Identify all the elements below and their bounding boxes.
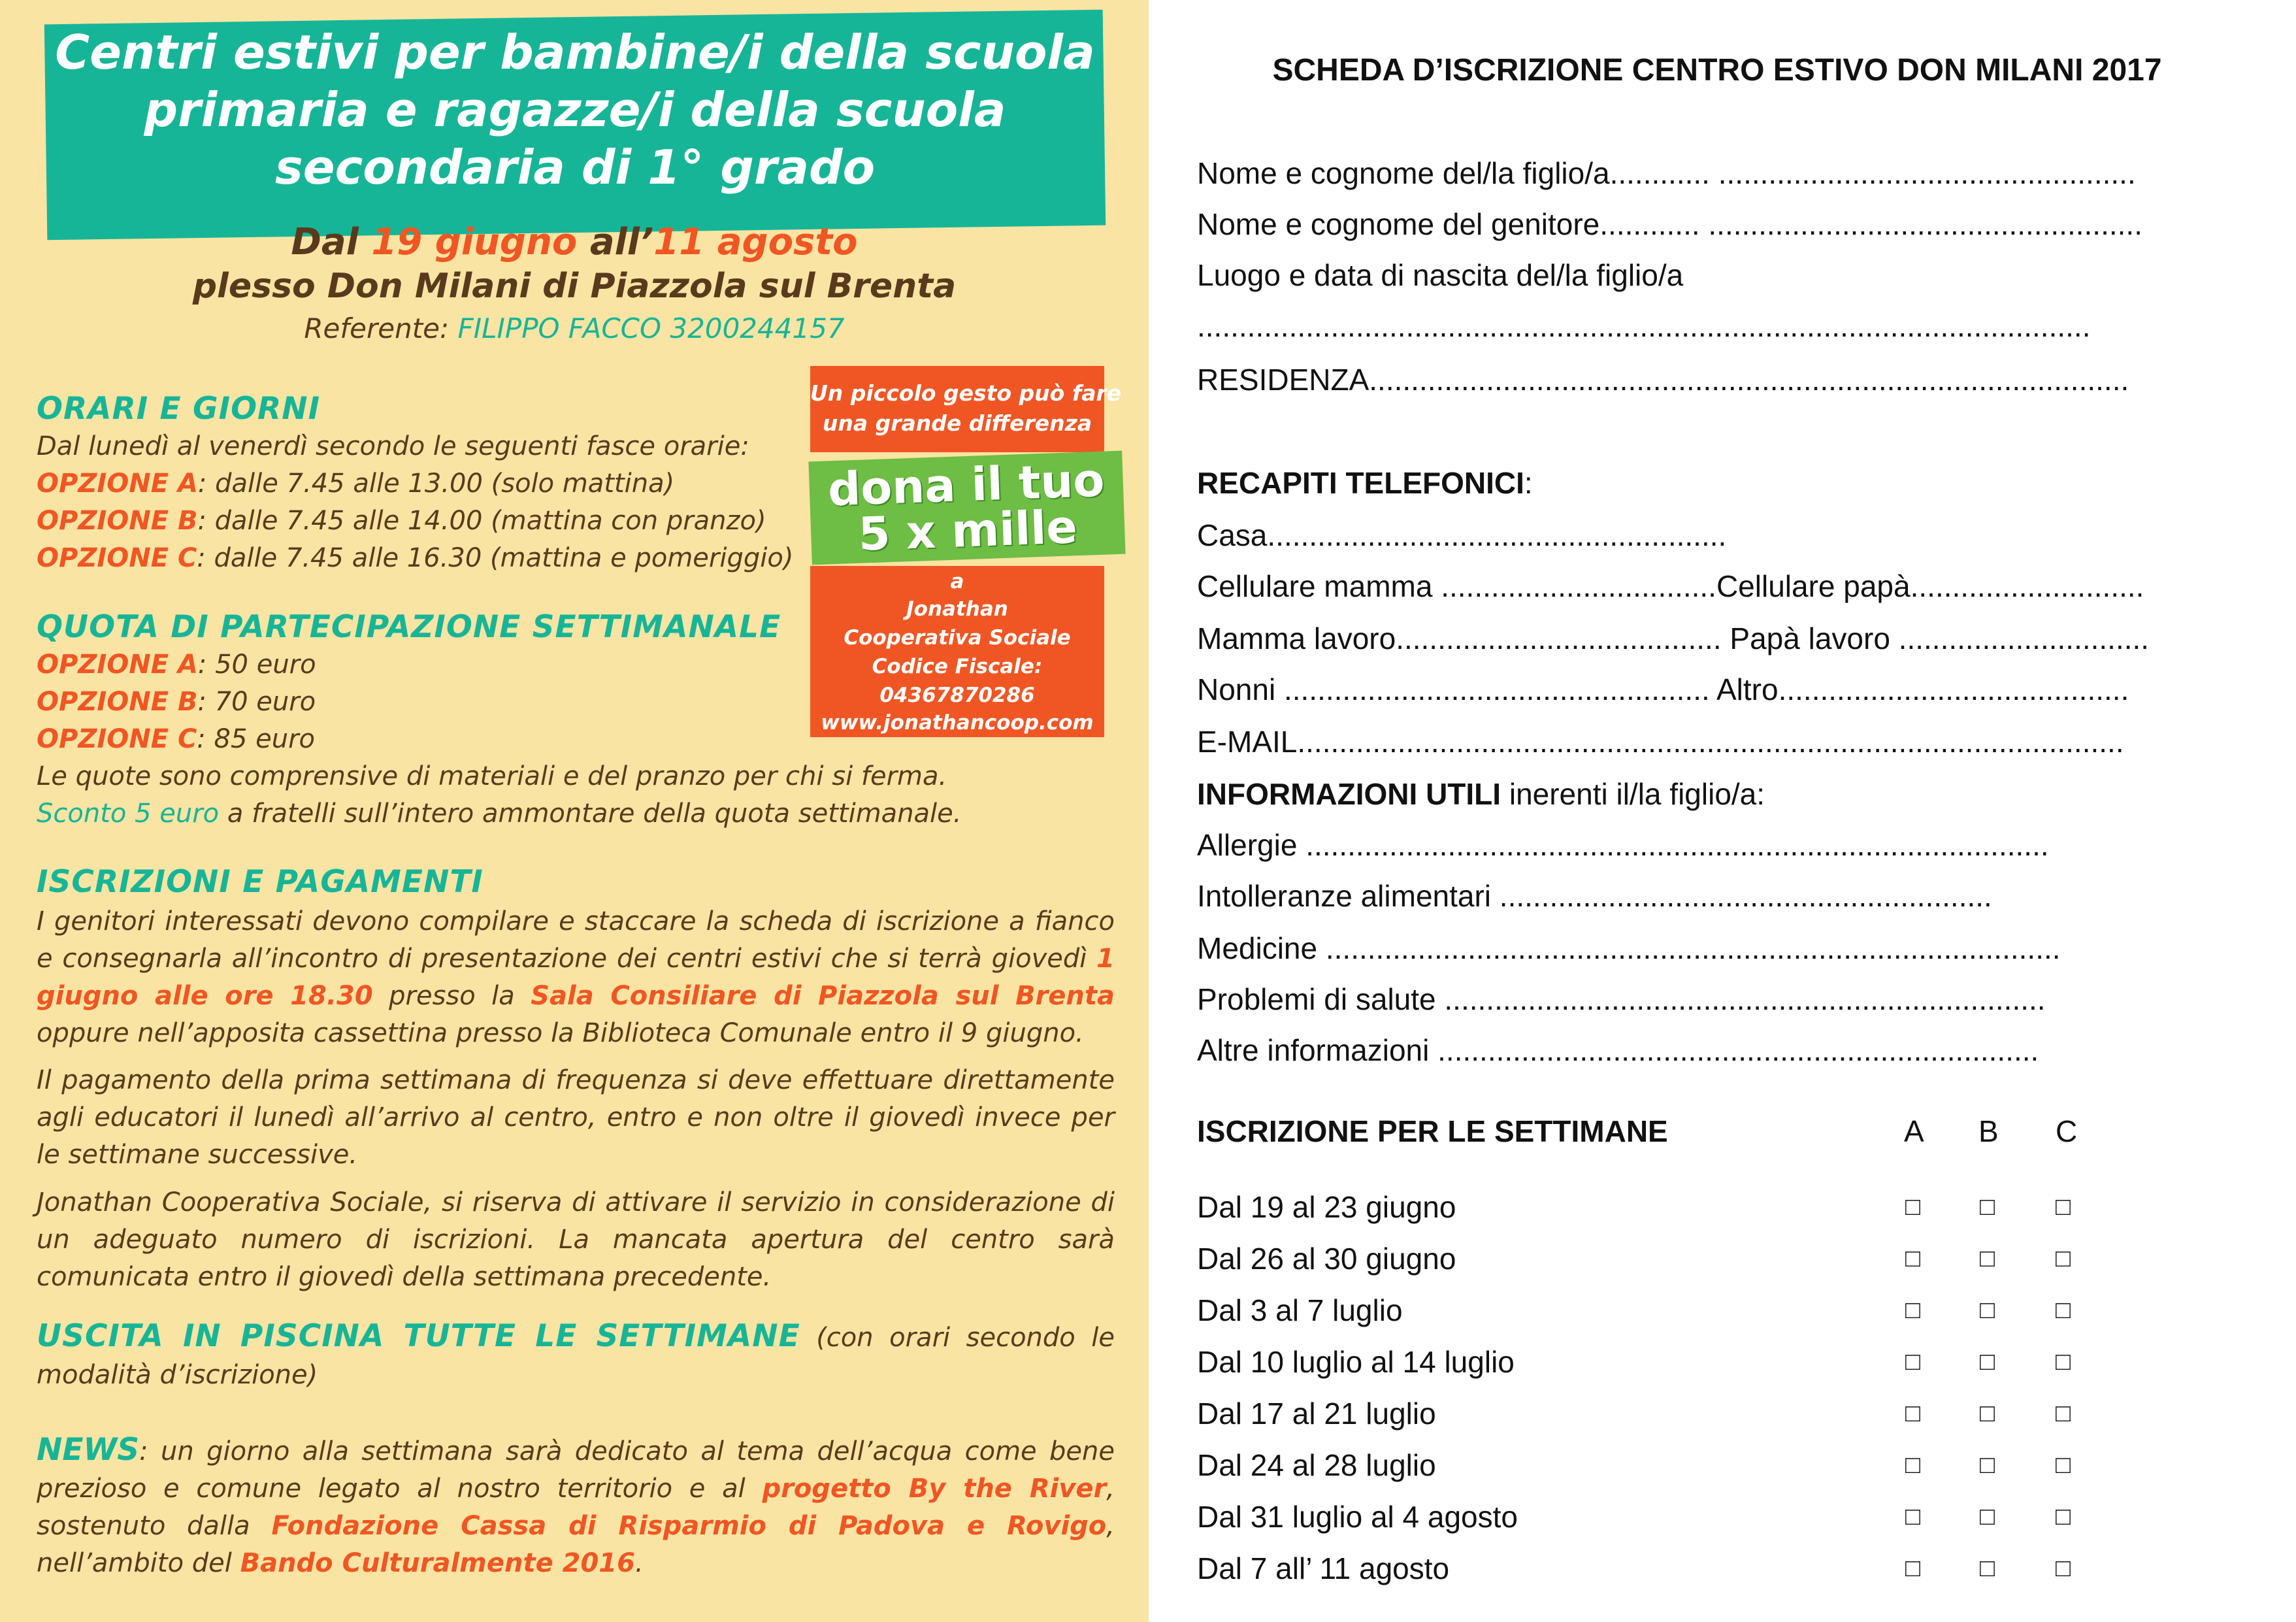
option-text: : 85 euro — [197, 724, 315, 754]
schedule-intro: Dal lunedì al venerdì secondo le seguenti fasce orarie: — [37, 431, 749, 461]
week-checkbox-a[interactable]: □ — [1905, 1193, 1920, 1221]
week-checkbox-a[interactable]: □ — [1905, 1503, 1920, 1531]
medicine-field[interactable]: Medicine ........................................................................................ — [1197, 931, 2061, 965]
option-text: : dalle 7.45 alle 13.00 (solo mattina) — [197, 469, 675, 499]
week-checkbox-b[interactable]: □ — [1980, 1297, 1995, 1324]
meeting-place: Sala Consiliare di Piazzola sul Brenta — [531, 981, 1115, 1011]
week-label: Dal 26 al 30 giugno — [1197, 1242, 1456, 1276]
option-label: OPZIONE C — [37, 724, 197, 754]
schedule-option-c — [37, 543, 793, 573]
option-text: : dalle 7.45 alle 14.00 (mattina con pranzo) — [197, 506, 766, 536]
other-info-field[interactable]: Altre informazioni ........................................................................ — [1197, 1033, 2039, 1067]
column-a-header: A — [1904, 1114, 1924, 1148]
week-checkbox-b[interactable]: □ — [1980, 1451, 1995, 1479]
week-checkbox-a[interactable]: □ — [1905, 1555, 1920, 1582]
week-checkbox-b[interactable]: □ — [1980, 1193, 1995, 1221]
phones-title: RECAPITI TELEFONICI — [1197, 466, 1524, 500]
week-checkbox-c[interactable]: □ — [2056, 1348, 2071, 1376]
week-checkbox-b[interactable]: □ — [1980, 1400, 1995, 1427]
home-phone-field[interactable]: Casa....................................................... — [1197, 518, 1727, 552]
enrollment-form — [1149, 0, 2296, 1622]
schedule-title: ORARI E GIORNI — [37, 391, 321, 427]
week-checkbox-a[interactable]: □ — [1905, 1245, 1920, 1272]
week-checkbox-c[interactable]: □ — [2056, 1193, 2071, 1221]
week-label: Dal 17 al 21 luglio — [1197, 1397, 1436, 1431]
text-run: , nell’ambito del — [37, 1511, 1115, 1578]
text-run: , sostenuto dalla — [37, 1474, 1115, 1541]
donation-slogan-2: una grande differenza — [822, 410, 1092, 436]
dates-mid: all’ — [577, 221, 654, 263]
donation-slogan-box — [810, 366, 1122, 452]
phones-colon: : — [1524, 466, 1533, 500]
donation-line: Cooperativa Sociale — [844, 626, 1071, 650]
referent-label: Referente: — [304, 312, 458, 344]
week-checkbox-a[interactable]: □ — [1905, 1297, 1920, 1324]
week-checkbox-c[interactable]: □ — [2056, 1451, 2071, 1479]
pool-title: USCITA IN PISCINA TUTTE LE SETTIMANE — [37, 1318, 800, 1354]
fee-option-a — [37, 650, 316, 680]
fiscal-code: 04367870286 — [879, 684, 1035, 707]
donation-slogan-1: Un piccolo gesto può fare — [810, 380, 1122, 406]
fee-title: QUOTA DI PARTECIPAZIONE SETTIMANALE — [37, 609, 781, 645]
birth-field[interactable]: ........................................................................................................... — [1197, 309, 2091, 343]
option-text: : dalle 7.45 alle 16.30 (mattina e pomeriggio) — [197, 543, 794, 573]
start-date: 19 giugno — [371, 221, 578, 263]
donation-recipient-box — [810, 566, 1104, 737]
schedule-option-a — [37, 469, 674, 499]
donation-5x1000-box — [808, 451, 1125, 565]
fee-option-c — [37, 724, 315, 754]
info-title: INFORMAZIONI UTILI — [1197, 777, 1501, 811]
option-label: OPZIONE B — [37, 506, 198, 536]
option-label: OPZIONE C — [37, 543, 197, 573]
cooperative-paragraph: Jonathan Cooperativa Sociale, si riserva di attivare il servizio in considerazione di un adeguato numero di iscrizioni. La mancata apertura del centro sarà comunicata entro il giovedì della settimana precedente. — [37, 1187, 1115, 1292]
week-checkbox-b[interactable]: □ — [1980, 1348, 1995, 1376]
end-date: 11 agosto — [653, 221, 858, 263]
dates-line — [0, 221, 1149, 263]
week-label: Dal 31 luglio al 4 agosto — [1197, 1500, 1518, 1534]
text-run: presso la — [372, 981, 531, 1011]
week-label: Dal 24 al 28 luglio — [1197, 1448, 1436, 1482]
health-field[interactable]: Problemi di salute ........................................................................ — [1197, 982, 2046, 1016]
option-text: : 70 euro — [197, 687, 316, 717]
week-label: Dal 10 luglio al 14 luglio — [1197, 1345, 1515, 1379]
text-run: I genitori interessati devono compilare e staccare la scheda di iscrizione a fianco e consegnarla all’incontro di presentazione dei centri estivi che si terrà giovedì — [37, 906, 1115, 974]
week-checkbox-c[interactable]: □ — [2056, 1297, 2071, 1324]
week-checkbox-a[interactable]: □ — [1905, 1348, 1920, 1376]
meeting-date: 1 giugno alle ore 18.30 — [37, 944, 1115, 1011]
discount-highlight: Sconto 5 euro — [37, 799, 220, 829]
news-paragraph — [37, 1431, 1115, 1582]
text-run: : un giorno alla settimana sarà dedicato al tema dell’acqua come bene prezioso e comune legato al nostro territorio e al — [37, 1436, 1115, 1504]
enrollment-paragraph — [37, 903, 1115, 1052]
week-label: Dal 7 all’ 11 agosto — [1197, 1551, 1450, 1585]
other-phones-field[interactable]: Nonni ................................................... Altro.......................................... — [1197, 672, 2129, 706]
info-heading — [1197, 776, 1765, 812]
allergies-field[interactable]: Allergie ......................................................................................... — [1197, 828, 2049, 862]
info-subtitle: inerenti il/la figlio/a: — [1501, 777, 1765, 811]
child-name-field[interactable]: Nome e cognome del/la figlio/a............ .................................................. — [1197, 156, 2136, 190]
foundation-name: Fondazione Cassa di Risparmio di Padova e Rovigo — [271, 1511, 1107, 1541]
news-label: NEWS — [37, 1432, 140, 1468]
option-text: : 50 euro — [197, 650, 316, 680]
phones-heading — [1197, 465, 1533, 501]
donation-headline-2: 5 x mille — [857, 500, 1079, 561]
fee-discount — [37, 799, 962, 829]
week-checkbox-a[interactable]: □ — [1905, 1451, 1920, 1479]
donation-line: a — [950, 570, 964, 593]
week-checkbox-c[interactable]: □ — [2056, 1555, 2071, 1582]
week-checkbox-b[interactable]: □ — [1980, 1555, 1995, 1582]
intolerances-field[interactable]: Intolleranze alimentari ........................................................... — [1197, 879, 1992, 913]
venue: plesso Don Milani di Piazzola sul Brenta — [192, 267, 957, 306]
text-run: . — [634, 1548, 644, 1578]
weeks-title: ISCRIZIONE PER LE SETTIMANE — [1197, 1114, 1668, 1148]
email-field[interactable]: E-MAIL................................................................................................... — [1197, 725, 2124, 759]
banner-title — [46, 24, 1104, 196]
website: www.jonathancoop.com — [821, 711, 1094, 735]
week-checkbox-c[interactable]: □ — [2056, 1400, 2071, 1427]
week-checkbox-a[interactable]: □ — [1905, 1400, 1920, 1427]
mobile-phones-field[interactable]: Cellulare mamma .................................Cellulare papà............................ — [1197, 569, 2144, 603]
week-label: Dal 19 al 23 giugno — [1197, 1190, 1456, 1224]
option-label: OPZIONE A — [37, 469, 198, 499]
text-run: oppure nell’apposita cassettina presso la Biblioteca Comunale entro il 9 giugno. — [37, 1018, 1084, 1048]
week-checkbox-c[interactable]: □ — [2056, 1245, 2071, 1272]
referent — [0, 312, 1149, 344]
fee-note: Le quote sono comprensive di materiali e del pranzo per chi si ferma. — [37, 761, 947, 791]
payment-paragraph: Il pagamento della prima settimana di frequenza si deve effettuare direttamente agli educatori il lunedì all’arrivo al centro, entro e non oltre il giovedì invece per le settimane successive. — [37, 1065, 1115, 1170]
call-name: Bando Culturalmente 2016 — [240, 1548, 635, 1578]
parent-name-field[interactable]: Nome e cognome del genitore............ .................................................... — [1197, 207, 2142, 241]
banner-line-1: Centri estivi per bambine/i della scuola — [55, 25, 1095, 80]
column-b-header: B — [1978, 1114, 1999, 1148]
fee-option-b — [37, 687, 316, 717]
work-phones-field[interactable]: Mamma lavoro....................................... Papà lavoro .............................. — [1197, 621, 2150, 655]
project-name: progetto By the River — [762, 1474, 1107, 1504]
donation-line: Jonathan — [906, 597, 1008, 621]
option-label: OPZIONE B — [37, 687, 198, 717]
discount-text: a fratelli sull’intero ammontare della quota settimanale. — [219, 799, 962, 829]
option-label: OPZIONE A — [37, 650, 198, 680]
week-label: Dal 3 al 7 luglio — [1197, 1293, 1403, 1327]
dates-pre: Dal — [291, 221, 372, 263]
week-checkbox-c[interactable]: □ — [2056, 1503, 2071, 1531]
donation-line: Codice Fiscale: — [872, 655, 1043, 678]
week-checkbox-b[interactable]: □ — [1980, 1503, 1995, 1531]
pool-paragraph — [37, 1317, 1115, 1394]
column-c-header: C — [2056, 1114, 2078, 1148]
pool-text: (con orari secondo le modalità d’iscrizione) — [37, 1323, 1115, 1390]
enrollment-title: ISCRIZIONI E PAGAMENTI — [37, 864, 484, 900]
schedule-option-b — [37, 506, 766, 536]
form-title: SCHEDA D’ISCRIZIONE CENTRO ESTIVO DON MILANI 2017 — [1272, 53, 2162, 88]
banner-line-2: primaria e ragazze/i della scuola — [144, 82, 1006, 137]
donation-headline-1: dona il tuo — [827, 453, 1106, 517]
banner-line-3: secondaria di 1° grado — [274, 140, 876, 195]
referent-value: FILIPPO FACCO 3200244157 — [457, 312, 845, 344]
week-checkbox-b[interactable]: □ — [1980, 1245, 1995, 1272]
residence-field[interactable]: RESIDENZA........................................................................................... — [1197, 363, 2129, 397]
birth-label: Luogo e data di nascita del/la figlio/a — [1197, 258, 1684, 292]
